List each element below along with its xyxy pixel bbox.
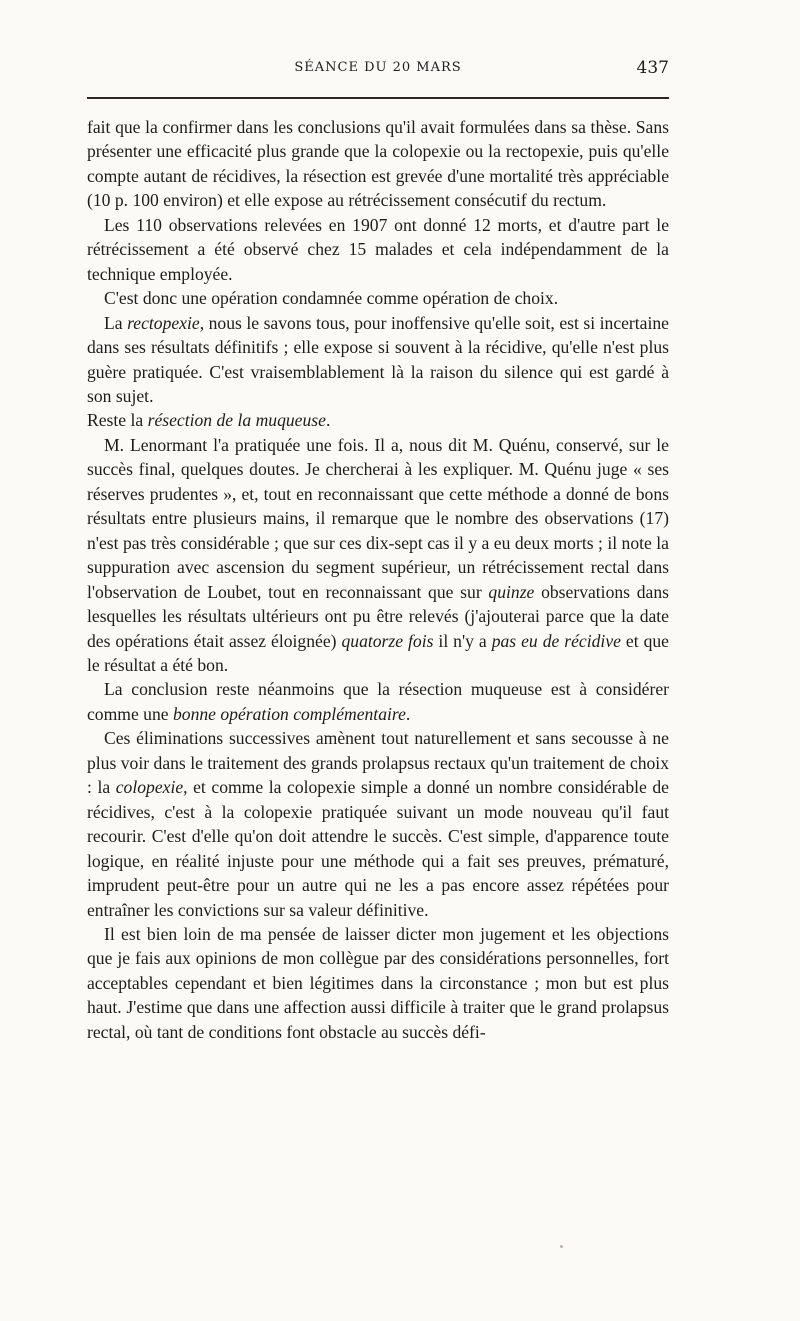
paragraph	[87, 115, 669, 213]
paragraph	[87, 726, 669, 922]
paper-speck	[560, 1245, 563, 1248]
text-segment: .	[325, 410, 331, 431]
text-segment: Reste la	[87, 410, 148, 431]
text-segment: La	[104, 312, 128, 333]
italic-text: quatorze fois	[341, 630, 434, 651]
header-rule	[87, 97, 669, 99]
text-segment: .	[405, 703, 411, 724]
text-segment: C'est donc une opération condamnée comme opération de choix.	[104, 288, 559, 309]
paragraph	[87, 408, 669, 432]
italic-text: quinze	[488, 581, 535, 602]
text-segment: fait que la confirmer dans les conclusions qu'il avait formulées dans sa thèse. Sans présenter une efficacité plus grande que la colopexie ou la rectopexie, puis qu'elle compte autant de récidives, la résection est grevée d'une mortalité très appréciable (10 p. 100 environ) et elle expose au rétrécissement consécutif du rectum.	[87, 117, 669, 211]
page-number: 437	[636, 58, 669, 78]
running-title: SÉANCE DU 20 MARS	[294, 60, 462, 75]
text-segment: Ces éliminations successives amènent tout naturellement et sans secousse à ne plus voir dans le traitement des grands prolapsus rectaux qu'un traitement de choix : la	[87, 728, 669, 798]
paragraph	[87, 433, 669, 678]
paragraph	[87, 922, 669, 1044]
text-segment: observations dans lesquelles les résultats ultérieurs ont pu être relevés (j'ajouterai parce que la date des opérations était assez éloignée)	[87, 581, 669, 651]
italic-text: bonne opération complémentaire	[172, 703, 406, 724]
text-segment: , et comme la colopexie simple a donné un nombre considérable de récidives, c'est à la colopexie pratiquée suivant un mode nouveau qu'il faut recourir. C'est d'elle qu'on doit attendre le succès. C'est simple, d'apparence toute logique, en réalité injuste pour une méthode qui a fait ses preuves, prématuré, imprudent peut-être pour un autre qui ne les a pas encore assez répétées pour entraîner les convictions sur sa valeur définitive.	[87, 777, 669, 920]
text-segment: La conclusion reste néanmoins que la résection muqueuse est à considérer comme une	[87, 679, 669, 724]
paragraph	[87, 286, 669, 310]
text-segment: il n'y a	[433, 630, 492, 651]
running-header	[87, 60, 669, 86]
text-segment: , nous le savons tous, pour inoffensive qu'elle soit, est si incertaine dans ses résultats définitifs ; elle expose si souvent à la récidive, qu'elle n'est plus guère pratiquée. C'est vraisemblablement là la raison du silence qui est gardé à son sujet.	[87, 312, 669, 406]
paragraph	[87, 213, 669, 286]
italic-text: rectopexie	[127, 312, 200, 333]
text-segment: et que le résultat a été bon.	[87, 630, 669, 675]
text-segment: M. Lenormant l'a pratiquée une fois. Il a, nous dit M. Quénu, conservé, sur le succès final, quelques doutes. Je chercherai à les expliquer. M. Quénu juge « ses réserves prudentes », et, tout en reconnaissant que cette méthode a donné de bons résultats entre plusieurs mains, il remarque que le nombre des observations (17) n'est pas très considérable ; que sur ces dix-sept cas il y a eu deux morts ; il note la suppuration avec ascension du segment supérieur, un rétrécissement rectal dans l'observation de Loubet, tout en reconnaissant que sur	[87, 434, 669, 602]
text-body	[87, 115, 669, 1044]
italic-text: colopexie	[115, 777, 184, 798]
italic-text: résection de la muqueuse	[147, 410, 326, 431]
text-segment: Les 110 observations relevées en 1907 ont donné 12 morts, et d'autre part le rétrécissement a été observé chez 15 malades et cela indépendamment de la technique employée.	[87, 214, 669, 284]
paragraph	[87, 311, 669, 409]
text-segment: Il est bien loin de ma pensée de laisser dicter mon jugement et les objections que je fais aux opinions de mon collègue par des considérations personnelles, fort acceptables cependant et bien légitimes dans la circonstance ; mon but est plus haut. J'estime que dans une affection aussi difficile à traiter que le grand prolapsus rectal, où tant de conditions font obstacle au succès défi-	[87, 923, 669, 1042]
italic-text: pas eu de récidive	[491, 630, 621, 651]
paragraph	[87, 677, 669, 726]
